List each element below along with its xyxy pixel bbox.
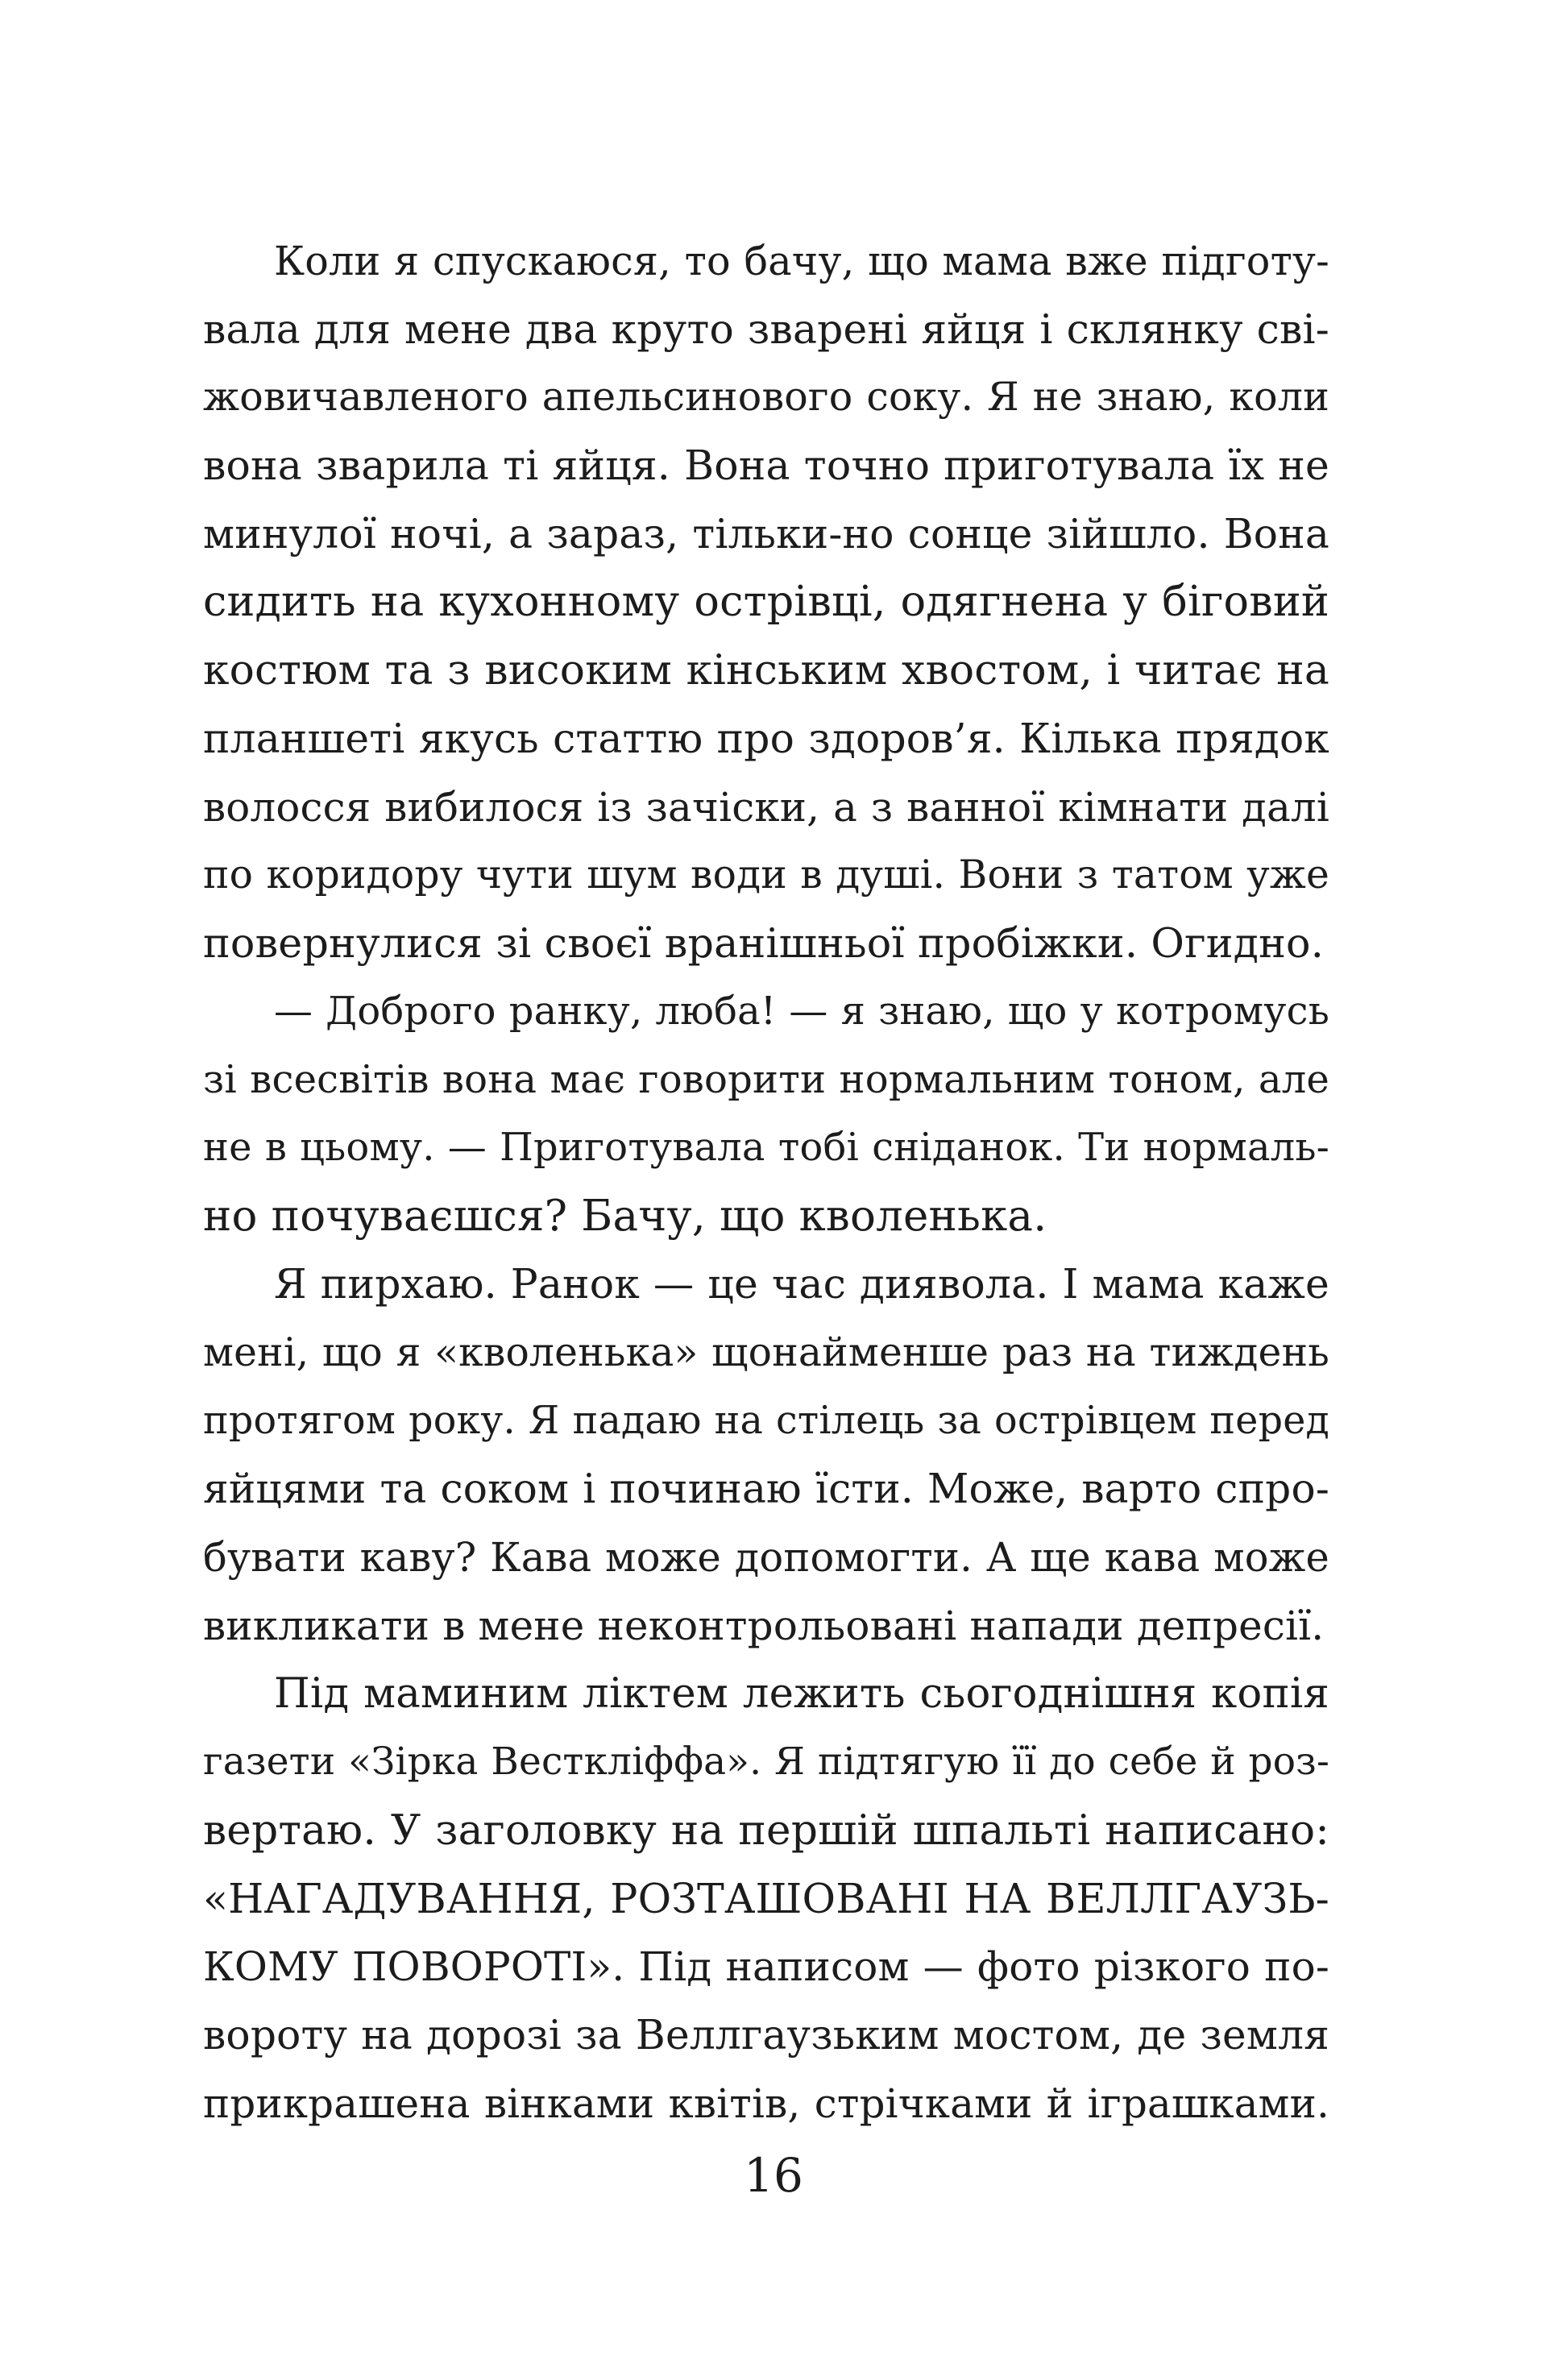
text-line: вороту на дорозі за Веллгаузьким мостом, де земля — [203, 2010, 1329, 2059]
text-line: газети «Зірка Весткліффа». Я підтягую її до себе й роз- — [203, 1739, 1329, 1785]
text-line: по коридору чути шум води в душі. Вони з татом уже — [203, 852, 1329, 898]
text-line: повернулися зі своєї вранішньої пробіжки. Огидно. — [203, 918, 1324, 967]
text-line: вала для мене два круто зварені яйця і склянку сві- — [203, 305, 1329, 353]
text-line: мені, що я «кволенька» щонайменше раз на тиждень — [203, 1330, 1329, 1375]
text-line: Я пирхаю. Ранок — це час диявола. І мама каже — [274, 1260, 1329, 1308]
text-line: КОМУ ПОВОРОТІ». Під написом — фото різкого по- — [203, 1943, 1329, 1991]
page-number: 16 — [744, 2148, 803, 2203]
text-line: вертаю. У заголовку на першій шпальті написано: — [203, 1806, 1329, 1855]
text-line: протягом року. Я падаю на стілець за острівцем перед — [203, 1398, 1329, 1443]
text-line: сидить на кухонному острівці, одягнена у біговий — [203, 577, 1329, 627]
text-line: Під маминим ліктем лежить сьогоднішня копія — [274, 1669, 1329, 1719]
text-line: но почуваєшся? Бачу, що кволенька. — [203, 1191, 1047, 1241]
text-line: минулої ночі, а зараз, тільки-но сонце зійшло. Вона — [203, 509, 1329, 558]
text-line: «НАГАДУВАННЯ, РОЗТАШОВАНІ НА ВЕЛЛГАУЗЬ- — [203, 1874, 1329, 1922]
text-line: не в цьому. — Приготувала тобі сніданок. Ти нормаль- — [203, 1125, 1329, 1170]
body-text — [203, 227, 1329, 2137]
text-line: костюм та з високим кінським хвостом, і читає на — [203, 646, 1329, 695]
text-line: прикрашена вінками квітів, стрічками й іграшками. — [203, 2079, 1329, 2127]
text-line: яйцями та соком і починаю їсти. Може, варто спро- — [203, 1465, 1329, 1513]
text-line: планшеті якусь статтю про здоров’я. Кілька прядок — [203, 714, 1329, 762]
text-line: зі всесвітів вона має говорити нормальним тоном, але — [203, 1057, 1329, 1103]
text-line: — Доброго ранку, люба! — я знаю, що у котромусь — [274, 989, 1329, 1034]
text-line: вона зварила ті яйця. Вона точно приготувала їх не — [203, 442, 1329, 490]
text-line: жовичавленого апельсинового соку. Я не знаю, коли — [203, 374, 1329, 421]
text-line: волосся вибилося із зачіски, а з ванної кімнати далі — [203, 783, 1329, 831]
text-line: бувати каву? Кава може допомогти. А ще кава може — [203, 1534, 1329, 1582]
text-line: Коли я спускаюся, то бачу, що мама вже підготу- — [274, 238, 1329, 284]
text-line: викликати в мене неконтрольовані напади депресії. — [203, 1602, 1325, 1649]
